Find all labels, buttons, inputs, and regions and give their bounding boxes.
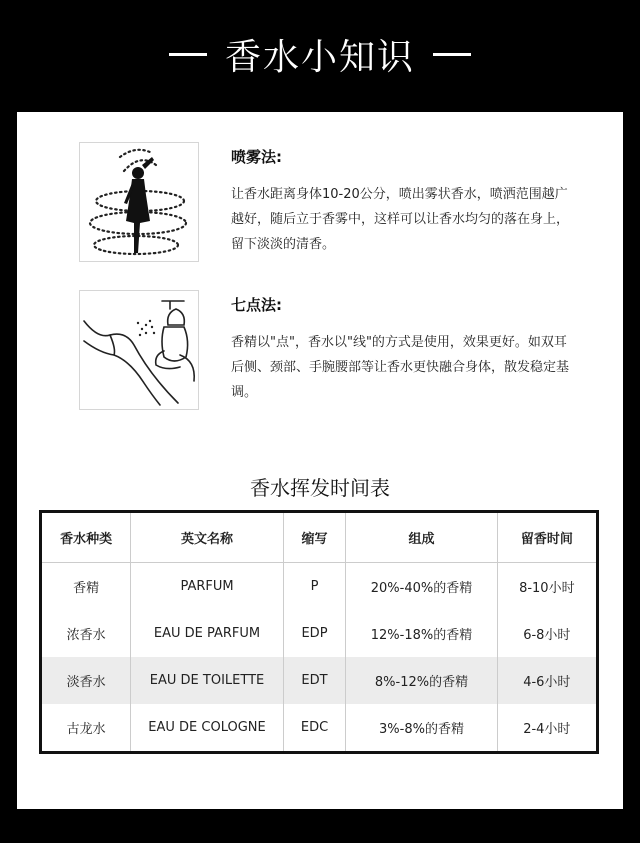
method-description: 香精以"点"，香水以"线"的方式是使用，效果更好。如双耳后侧、颈部、手腕腰部等让香水更快融合身体，散发稳定基调。 xyxy=(231,335,570,400)
method-title: 喷雾法: xyxy=(231,148,282,166)
table-cell: 4-6小时 xyxy=(497,657,597,704)
column-header: 留香时间 xyxy=(497,512,597,563)
method-title: 七点法: xyxy=(231,296,282,314)
column-header: 香水种类 xyxy=(41,512,131,563)
page-header xyxy=(0,0,640,108)
table-cell: PARFUM xyxy=(131,563,283,611)
table-cell: EDT xyxy=(283,657,346,704)
table-cell: EAU DE TOILETTE xyxy=(131,657,283,704)
table-cell: P xyxy=(283,563,346,611)
table-header-row xyxy=(41,512,598,563)
table-cell: 浓香水 xyxy=(41,610,131,657)
table-cell: 20%-40%的香精 xyxy=(346,563,497,611)
table-cell: 12%-18%的香精 xyxy=(346,610,497,657)
volatility-table xyxy=(39,510,599,754)
content-panel xyxy=(17,112,623,809)
table-row xyxy=(41,704,598,753)
table-cell: 淡香水 xyxy=(41,657,131,704)
table-cell: EDC xyxy=(283,704,346,753)
column-header: 组成 xyxy=(346,512,497,563)
column-header: 缩写 xyxy=(283,512,346,563)
table-cell: 2-4小时 xyxy=(523,722,571,737)
spray-figure-icon xyxy=(79,142,199,262)
table-cell: 3%-8%的香精 xyxy=(346,704,497,753)
table-cell: EAU DE PARFUM xyxy=(131,610,283,657)
table-cell: EAU DE COLOGNE xyxy=(131,704,283,753)
table-cell: 6-8小时 xyxy=(523,628,571,643)
page-title: 香水小知识 xyxy=(224,36,415,78)
table-row xyxy=(41,563,598,611)
arm-spray-icon xyxy=(79,290,199,410)
column-header: 英文名称 xyxy=(131,512,283,563)
table-cell: EDP xyxy=(283,610,346,657)
table-cell: 香精 xyxy=(41,563,131,611)
table-title: 香水挥发时间表 xyxy=(250,476,390,500)
table-cell: 8%-12%的香精 xyxy=(346,657,497,704)
table-cell: 8-10小时 xyxy=(519,581,575,596)
header-dash-right xyxy=(433,53,471,56)
header-dash-left xyxy=(169,53,207,56)
table-row xyxy=(41,657,598,704)
table-row xyxy=(41,610,598,657)
table-cell: 古龙水 xyxy=(41,704,131,753)
method-description: 让香水距离身体10-20公分，喷出雾状香水，喷洒范围越广越好，随后立于香雾中，这样可以让香水均匀的落在身上，留下淡淡的清香。 xyxy=(231,187,570,252)
